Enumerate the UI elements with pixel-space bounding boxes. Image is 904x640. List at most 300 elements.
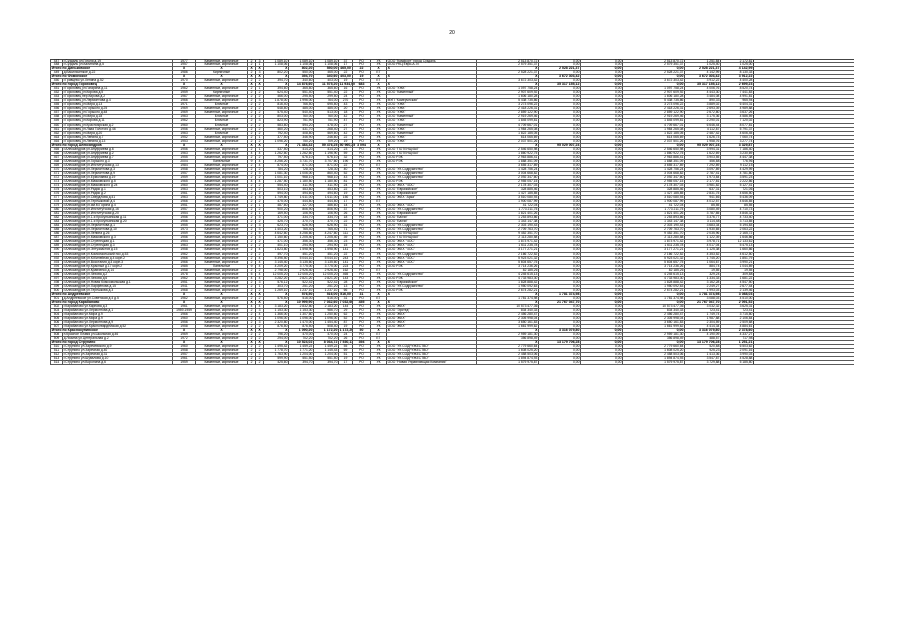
col-max-cost: 3 329,87 (720, 144, 754, 147)
col-unit-cost: 35 317 155,12 (684, 83, 720, 86)
col-max-cost: 1 681,22 (720, 277, 754, 280)
col-total-cost: X (476, 341, 538, 344)
col-number: 489 (50, 244, 62, 247)
col-residents: 22 (338, 91, 352, 94)
col-living-area: 414,20 (288, 148, 313, 151)
col-living-area: 1 090,20 (288, 329, 313, 332)
col-floors: 9 (247, 265, 255, 268)
col-residential-area: 1 598,90 (313, 248, 338, 251)
col-floors: 2 (247, 325, 255, 328)
col-entrances: 2 (255, 107, 263, 110)
col-fund-method: РО (352, 99, 370, 102)
col-max-cost: 2 677,44 (720, 285, 754, 288)
col-entrances: 4 (255, 277, 263, 280)
col-fund-method: РО (352, 124, 370, 127)
col-wall-material: Каменные, кирпичные (195, 345, 247, 348)
col-max-cost: 12 133,62 (720, 240, 754, 243)
col-fund-method: РО (352, 236, 370, 239)
col-regional: 0,00 (580, 305, 622, 308)
col-total-area: 1 089,10 (263, 60, 288, 62)
col-regional: 0,00 (580, 349, 622, 352)
col-living-area: 394,70 (288, 75, 313, 78)
col-regional: 0,00 (580, 361, 622, 364)
col-regional: 0,00 (580, 236, 622, 239)
col-max-cost: 4 846,32 (720, 212, 754, 215)
col-residents: 42 (338, 115, 352, 118)
col-owners: 356 898,49 (622, 337, 684, 340)
col-living-area: 294,90 (288, 244, 313, 247)
col-year: 1963 (172, 152, 195, 155)
col-residents: 111 (338, 232, 352, 235)
col-residential-area: 394,70 (313, 361, 338, 364)
col-total-cost: 1 773 211,75 (476, 208, 538, 211)
col-total-area: 460,20 (263, 128, 288, 131)
col-owners: 0,00 (622, 341, 684, 344)
col-unit-cost: 4 353,52 (684, 253, 720, 256)
col-unit-cost: 1 122,39 (684, 236, 720, 239)
col-federal: 35 317 155,12 (538, 83, 580, 86)
col-year: 1957 (172, 172, 195, 175)
col-residential-area: 1 180,50 (313, 180, 338, 183)
col-address: г.Александров ул.Восстания д.4 корп.3 (62, 261, 172, 264)
col-total-area: 1 081,30 (263, 172, 288, 175)
col-address: г.Александров ул.Чехова д.2 (62, 273, 172, 276)
col-company: ООО РЭК (386, 265, 476, 268)
col-max-cost: 4 586,59 (720, 115, 754, 118)
col-max-cost: 1 025,00 (720, 63, 754, 66)
col-number: 485 (50, 228, 62, 231)
col-total-cost: 4 733 983,30 (476, 277, 538, 280)
col-total-area: X (263, 301, 288, 304)
col-federal: 0,00 (538, 164, 580, 167)
col-entrances: 2 (255, 337, 263, 340)
col-federal: 0,00 (538, 325, 580, 328)
col-wall-material: Панельные (195, 265, 247, 268)
col-fund-method: РО (352, 224, 370, 227)
col-number: 458 (50, 115, 62, 118)
col-unit-cost: 3 547,87 (684, 357, 720, 360)
col-management: УК (370, 277, 386, 280)
col-residential-area: 334,70 (313, 216, 338, 219)
col-company: X (386, 301, 476, 304)
col-unit-cost: 1 626,73 (684, 136, 720, 139)
col-max-cost: 2 165,72 (720, 232, 754, 235)
col-residential-area: 465,00 (313, 71, 338, 74)
col-entrances: X (255, 293, 263, 296)
col-floors: 2 (247, 212, 255, 215)
col-wall-material: Каменные, кирпичные (195, 333, 247, 336)
col-floors: 2 (247, 156, 255, 159)
col-unit-cost: 2 487,42 (684, 132, 720, 135)
col-year: 1958 (172, 269, 195, 272)
col-year: X (172, 341, 195, 344)
col-year: 1977 (172, 60, 195, 62)
col-address: г.Александров ул.Радио д.2 (62, 192, 172, 195)
col-owners: 1 845 099,81 (622, 119, 684, 122)
col-regional: 0,00 (580, 132, 622, 135)
col-unit-cost: 13 179 706,28 (684, 341, 720, 344)
col-management: УК (370, 156, 386, 159)
col-total-area: 497,70 (263, 253, 288, 256)
col-wall-material: Каменные, кирпичные (195, 305, 247, 308)
col-max-cost: 3 625,31 (720, 305, 754, 308)
col-residents: 22 (338, 71, 352, 74)
col-total-area: 1 749,80 (263, 196, 288, 199)
col-total-area: 12 005,20 (263, 273, 288, 276)
col-owners: 2 037 501,26 (622, 140, 684, 143)
col-federal: 0,00 (538, 305, 580, 308)
col-federal: 0,00 (538, 99, 580, 102)
col-total-area: 648,80 (263, 107, 288, 110)
col-residents: 31 (338, 224, 352, 227)
col-wall-material: Каменные, кирпичные (195, 313, 247, 316)
col-residents: 1 172,20 (339, 328, 354, 333)
col-living-area: 1 006,00 (288, 172, 313, 175)
col-fund-method: 3 094 (352, 144, 370, 147)
col-number: 452 (50, 91, 62, 94)
col-residential-area: 760,00 (313, 115, 338, 118)
col-max-cost: 6 404,31 (720, 103, 754, 106)
col-company: X (386, 329, 476, 332)
col-total-cost: 2 528 221,37 (476, 71, 538, 74)
col-fund-method: 31 (352, 293, 370, 296)
col-regional: 0,00 (580, 87, 622, 90)
col-management: X (370, 329, 386, 332)
col-owners: 0,00 (622, 329, 684, 332)
col-total-cost: 1 097 758,24 (476, 87, 538, 90)
col-residents: 143 (338, 277, 352, 280)
col-federal: 0,00 (538, 192, 580, 195)
col-living-area: 2 821,20 (288, 277, 313, 280)
col-total-area: 2 798,00 (263, 269, 288, 272)
col-number: 464 (50, 140, 62, 143)
col-living-area: 71 484,32 (288, 144, 313, 147)
col-max-cost: 1 851,79 (720, 257, 754, 260)
col-floors: 2 (247, 111, 255, 114)
col-number: 478 (50, 200, 62, 203)
col-year: 1959-1959 (172, 309, 195, 312)
col-owners: 2 546 650,98 (622, 148, 684, 151)
col-living-area: 1 996,00 (288, 99, 313, 102)
col-max-cost: 717,98 (720, 337, 754, 340)
col-company: ООО РЭК (386, 156, 476, 159)
col-wall-material: Блочные (195, 103, 247, 106)
col-company: X (386, 67, 476, 70)
col-unit-cost: 3 376,77 (684, 216, 720, 219)
col-total-cost: 2 037 501,26 (476, 140, 538, 143)
col-residential-area: 59 476,25 (313, 144, 338, 147)
col-total-area: 303,70 (263, 285, 288, 288)
col-owners: 1 097 758,24 (622, 87, 684, 90)
col-max-cost: 8 077,81 (720, 124, 754, 127)
col-total-area: 1 403,20 (263, 228, 288, 231)
col-floors: 2 (247, 236, 255, 239)
col-management: УК (370, 321, 386, 324)
col-address: г.Суздаль ул.Калинина д.5 (62, 63, 172, 66)
col-address: г.Струнино ул.Воронина д.6 (62, 361, 172, 364)
col-total-cost: 1 781 374,98 (476, 297, 538, 300)
col-unit-cost: 2 787,41 (684, 172, 720, 175)
col-management: УК (370, 236, 386, 239)
col-owners: 2 709 763,70 (622, 228, 684, 231)
col-number: 466 (50, 152, 62, 155)
col-residents: 17 (338, 200, 352, 203)
col-total-area: 1 096,20 (263, 140, 288, 143)
col-unit-cost: 2 528 221,37 (684, 67, 720, 70)
col-residential-area: 522,42 (313, 281, 338, 284)
col-owners: 2 303 190,43 (622, 224, 684, 227)
col-federal: 0,00 (538, 220, 580, 223)
col-total-cost: 3 004 668,82 (476, 172, 538, 175)
col-management: ЕТ (370, 337, 386, 340)
col-company: ООО "ЖКХ "ЧОС" (386, 244, 476, 247)
col-unit-cost: 3 080,49 (684, 208, 720, 211)
col-residential-area: 403,00 (313, 79, 338, 82)
col-entrances: 3 (255, 196, 263, 199)
col-living-area: 1 598,90 (288, 248, 313, 251)
col-owners: 2 963 886,41 (622, 156, 684, 159)
col-unit-cost: 3 903,55 (684, 156, 720, 159)
col-federal: 3 316 079,80 (538, 329, 580, 332)
col-max-cost: 3 990,21 (720, 261, 754, 264)
col-residents: 22 (338, 253, 352, 256)
col-company: ООО "Каменный" (386, 132, 476, 135)
col-residential-area: 569,60 (313, 132, 338, 135)
col-company: МУП "Комерческая" (386, 99, 476, 102)
col-floors: X (247, 83, 255, 86)
col-federal: 0,00 (538, 160, 580, 163)
col-living-area: 540,40 (288, 111, 313, 114)
col-federal: 0,00 (538, 200, 580, 203)
col-fund-method: РО (352, 220, 370, 223)
col-address: д.Васильченкое д.22 (62, 71, 172, 74)
col-total-area: X (263, 83, 288, 86)
col-unit-cost: 488,57 (684, 337, 720, 340)
col-company: X (386, 83, 476, 86)
col-fund-method: РО (352, 361, 370, 364)
col-entrances: 3 (255, 224, 263, 227)
col-unit-cost: 19,55 (684, 269, 720, 272)
col-entrances: 2 (255, 103, 263, 106)
col-max-cost: 1 251,21 (720, 341, 754, 344)
col-residents: 22 (338, 188, 352, 191)
col-total-cost: X (476, 293, 538, 296)
col-regional: 0,00 (580, 240, 622, 243)
col-living-area: 10 524,02 (288, 341, 313, 344)
col-max-cost: 4 429,99 (720, 168, 754, 171)
col-total-area: 823,90 (263, 119, 288, 122)
col-management: УК (370, 160, 386, 163)
col-subtotal-label: Итого по Краснокупинское (50, 329, 172, 332)
col-number: 476 (50, 192, 62, 195)
col-max-cost: 3 637,26 (720, 111, 754, 114)
col-unit-cost: 4 142,99 (684, 71, 720, 74)
col-unit-cost: 3 672 303,42 (684, 75, 720, 78)
col-address: г.Александров ул.им.М.Горина д.4 (62, 204, 172, 207)
col-number: 481 (50, 212, 62, 215)
col-management: УК (370, 309, 386, 312)
col-living-area: 494,60 (288, 192, 313, 195)
col-address: г.Гороховец ул.Ленина д.13 (62, 140, 172, 143)
col-company: ООО "УЖК" (386, 87, 476, 90)
col-wall-material: Каменные, кирпичные (195, 357, 247, 360)
col-regional: 0,00 (580, 269, 622, 272)
col-year: 1959 (172, 176, 195, 179)
col-total-cost: 2 178 307,03 (476, 184, 538, 187)
col-living-area: 365,80 (288, 87, 313, 90)
col-unit-cost: 2 304,59 (684, 321, 720, 324)
col-management: УК (370, 107, 386, 110)
col-year: 1969 (172, 111, 195, 114)
col-residential-area: 470,00 (313, 333, 338, 336)
col-entrances: 4 (255, 180, 263, 183)
col-residents: 19 (338, 357, 352, 360)
col-wall-material: X (195, 144, 247, 147)
col-residential-area: 516,00 (313, 293, 338, 296)
col-year: 1959 (172, 361, 195, 364)
col-max-cost: 5 475,13 (720, 244, 754, 247)
col-residents: 22 (338, 220, 352, 223)
col-total-area: 466,00 (263, 95, 288, 98)
col-management: УК (370, 128, 386, 131)
col-federal: 0,00 (538, 124, 580, 127)
col-federal: 0,00 (538, 313, 580, 316)
col-floors: 2 (247, 232, 255, 235)
col-regional: 0,00 (580, 140, 622, 143)
col-company: ООО "УК Содружество" (386, 285, 476, 288)
col-number: 498 (50, 281, 62, 284)
col-floors: 2 (247, 192, 255, 195)
col-regional: 0,00 (580, 156, 622, 159)
col-address: г.Александров ул.Лермонтова д.10 (62, 228, 172, 231)
col-wall-material: Каменные, кирпичные (195, 224, 247, 227)
col-residential-area: 444,80 (313, 200, 338, 203)
col-residents: 20 (338, 107, 352, 110)
col-regional: 0,00 (580, 91, 622, 94)
col-year: X (172, 144, 195, 147)
col-wall-material: Каменные, кирпичные (195, 228, 247, 231)
col-living-area: 968,10 (288, 176, 313, 179)
col-address: г.Александров ул.Стрелецкая д.1 (62, 240, 172, 243)
col-total-area: 377,50 (263, 136, 288, 139)
col-regional: 0,00 (580, 333, 622, 336)
col-living-area: 1 771,20 (288, 349, 313, 352)
col-federal: 0,00 (538, 309, 580, 312)
col-entrances: 2 (255, 220, 263, 223)
col-regional: 0,00 (580, 111, 622, 114)
col-residents: 71 (338, 228, 352, 231)
col-unit-cost: 4 017,04 (684, 244, 720, 247)
col-max-cost: 723,41 (720, 309, 754, 312)
col-fund-method: РО (352, 228, 370, 231)
col-owners: 1 821 401,26 (622, 212, 684, 215)
col-company: ООО "ЖКХ "ЧОС" (386, 204, 476, 207)
col-management: УК (370, 188, 386, 191)
col-regional: 0,00 (580, 115, 622, 118)
col-total-cost: 1 611 235,78 (476, 244, 538, 247)
col-federal: 0,00 (538, 136, 580, 139)
col-fund-method: РО (352, 148, 370, 151)
col-residential-area: 1 454,40 (313, 321, 338, 324)
col-federal: 0,00 (538, 128, 580, 131)
col-wall-material: Каменные, кирпичные (195, 168, 247, 171)
col-residential-area: 1 196,90 (313, 152, 338, 155)
col-year: 1967 (172, 95, 195, 98)
col-company: ООО "ЖКХ "ЧОС" (386, 184, 476, 187)
col-fund-method: РО (352, 244, 370, 247)
col-regional: 0,00 (580, 168, 622, 171)
col-unit-cost: 21 767 047,70 (684, 301, 720, 304)
col-address: г.Александров ул.Институтская д.20 (62, 212, 172, 215)
col-fund-method: РО (352, 317, 370, 320)
col-max-cost: 85,55 (720, 204, 754, 207)
col-company: ООО "ПОТЕНЦИАЛ" (386, 232, 476, 235)
col-regional: 0,00 (580, 208, 622, 211)
col-wall-material: Каменные, кирпичные (195, 208, 247, 211)
col-company: X (386, 75, 476, 78)
col-total-cost: 2 456 280,47 (476, 313, 538, 316)
col-entrances: 1 (255, 204, 263, 207)
col-total-cost: 1 888 351,09 (476, 160, 538, 163)
col-company: ООО "Бахчи" (386, 220, 476, 223)
col-unit-cost: 3 889,02 (684, 103, 720, 106)
col-entrances: 4 (255, 305, 263, 308)
col-fund-method: РО (352, 257, 370, 260)
col-address: г.Александров ул.Комсомольский пос.д.53 (62, 253, 172, 256)
col-federal: 0,00 (538, 103, 580, 106)
col-floors: 2 (247, 99, 255, 102)
col-regional: 0,00 (580, 184, 622, 187)
col-year: 1962 (172, 87, 195, 90)
col-management: УК (370, 176, 386, 179)
col-fund-method: РО (352, 273, 370, 276)
col-residents: 29 (338, 309, 352, 312)
col-entrances: 2 (255, 333, 263, 336)
col-entrances: 3 (255, 236, 263, 239)
col-regional: 0,00 (580, 124, 622, 127)
col-management: УК (370, 148, 386, 151)
col-total-area: 487,60 (263, 204, 288, 207)
col-max-cost: 4 606,45 (720, 132, 754, 135)
col-owners: 5 438 735,86 (622, 99, 684, 102)
col-residential-area: 5 044,10 (313, 257, 338, 260)
col-regional: 0,00 (580, 253, 622, 256)
col-address: г.Александров ул.Радио д.1 (62, 188, 172, 191)
col-federal: 0,00 (538, 248, 580, 251)
col-total-area: 4 642,60 (263, 232, 288, 235)
col-owners: 1 860 922,75 (622, 152, 684, 155)
col-federal: 0,00 (538, 156, 580, 159)
col-floors: 2 (247, 285, 255, 288)
col-company: ООО "ЖКХ "ЧОС" (386, 257, 476, 260)
col-max-cost: 5 127,41 (720, 184, 754, 187)
col-living-area: 522,42 (288, 281, 313, 284)
col-company: ООО "УЖК" (386, 103, 476, 106)
col-management: УК (370, 281, 386, 284)
col-floors: 2 (247, 361, 255, 364)
col-entrances: 2 (255, 361, 263, 364)
col-company: ООО "ЖКХ "Арка" (386, 196, 476, 199)
col-residents: 141 (338, 248, 352, 251)
col-residential-area: 1 108,06 (313, 63, 338, 66)
col-total-cost: 2 779 660,64 (476, 345, 538, 348)
col-owners: 1 343 147,38 (622, 220, 684, 223)
col-federal: 0,00 (538, 228, 580, 231)
col-total-area: X (263, 75, 288, 78)
col-unit-cost: 1 125,38 (684, 248, 720, 251)
col-owners: 3 650 161,83 (622, 321, 684, 324)
col-year: 1962 (172, 119, 195, 122)
